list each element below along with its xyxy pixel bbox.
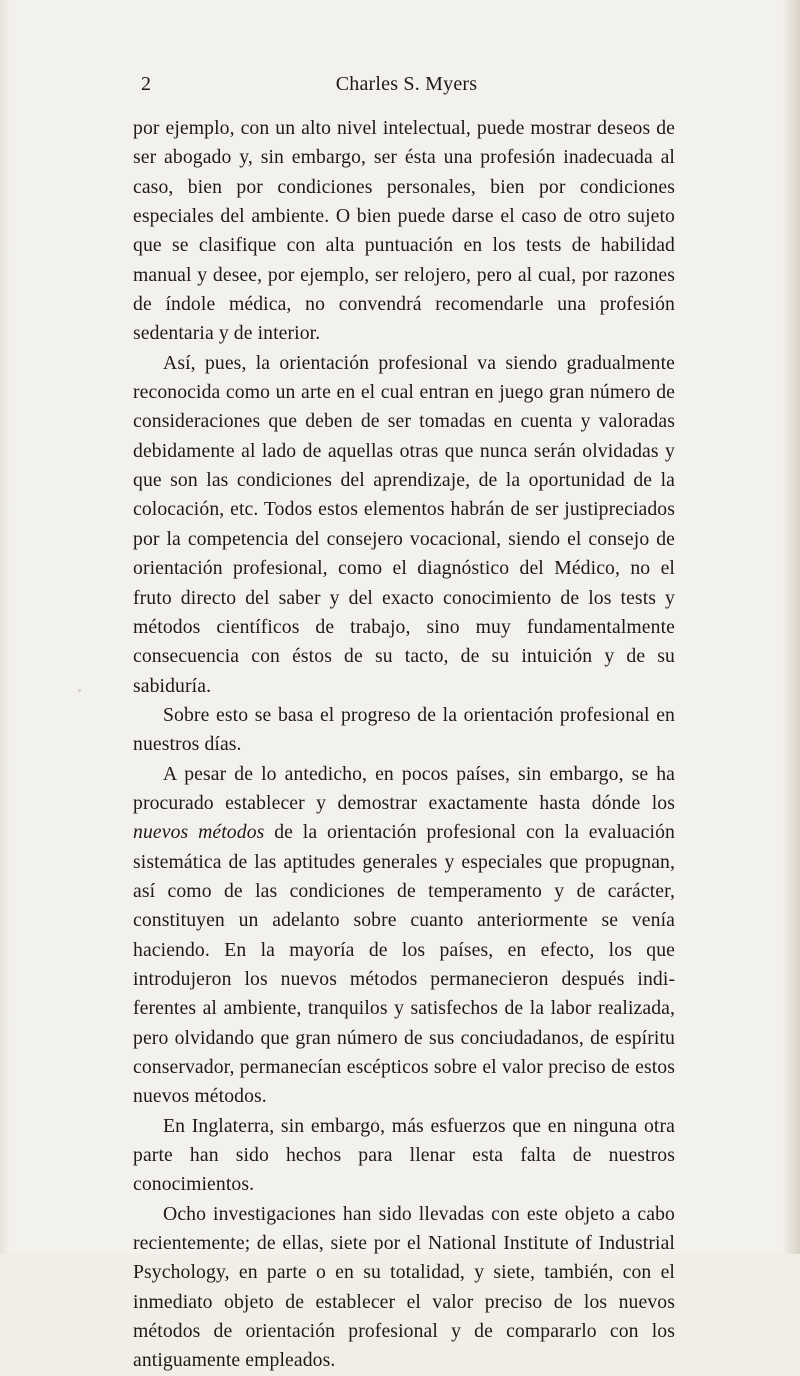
paragraph-4-italic-phrase: nuevos métodos [133, 821, 265, 844]
paper-speckle-right [638, 807, 640, 809]
paragraph-2: Así, pues, la orientación profesional va siendo gradualmente reconocida como un arte en el cual entran en juego gran número de consideraciones que deben de ser tomadas en cuenta y valoradas debidamente al lado de aquellas otras que nunca serán olvidadas y que son las condiciones del aprendizaje, de la oportunidad de la colocación, etc. Todos estos elementos habrán de ser justipreciados por la competencia del consejero vocacional, siendo el consejo de orientación profesional, como el diagnóstico del Médico, no el fruto directo del saber y del exacto conocimiento de los tests y métodos científicos de trabajo, sino muy fundamentalmente consecuencia con éstos de su tacto, de su intuición y de su sabiduría. [133, 351, 675, 697]
paragraph-6: Ocho investigaciones han sido llevadas con este objeto a cabo recientemente; de ellas, siete por el National Institute of Industrial Psychology, en parte o en su totalidad, y siete, también, con el inmediato objeto de establecer el valor preciso de los nuevos métodos de orientación profesional y de compararlo con los antiguamente empleados. [133, 1202, 675, 1372]
paragraph-3: Sobre esto se basa el progreso de la orientación profesional en nuestros días. [133, 703, 675, 756]
paragraph-1: por ejemplo, con un alto nivel intelectual, puede mostrar deseos de ser abogado y, sin embargo, ser ésta una profesión inadecuada al caso, bien por condiciones personales, bien por condiciones especiales del ambiente. O bien puede darse el caso de otro sujeto que se clasifique con alta puntuación en los tests de habilidad manual y desee, por ejemplo, ser relojero, pero al cual, por razones de índole médica, no convendrá recomendarle una profesión sedentaria y de interior. [133, 117, 675, 345]
page-body-text [133, 114, 675, 1376]
paper-speckle-left [78, 689, 81, 692]
running-head-author: Charles S. Myers [335, 73, 478, 95]
page-header [141, 68, 672, 100]
paper-speckle-bottom [374, 1120, 376, 1122]
paragraph-4-text-before: A pesar de lo antedicho, en pocos países, sin embargo, se ha procurado establecer y demostrar exactamente hasta dónde los [133, 762, 675, 814]
paragraph-4 [133, 760, 675, 1112]
paragraph-4-text-after: de la orientación profesional con la evaluación sistemática de las aptitudes generales y especiales que propugnan, así como de las condiciones de temperamento y de carácter, constituyen un adelanto sobre cuanto anteriormente se venía haciendo. En la mayoría de los países, en efecto, los que introdujeron los nuevos métodos permanecieron después indiferentes al ambiente, tranquilos y satisfechos de la labor realizada, pero olvidando que gran número de sus conciudadanos, de espíritu conservador, permanecían escépticos sobre el valor preciso de estos nuevos métodos. [133, 821, 675, 1108]
paragraph-5: En Inglaterra, sin embargo, más esfuerzos que en ninguna otra parte han sido hechos para llenar esta falta de nuestros conocimientos. [133, 1114, 675, 1196]
page-number: 2 [141, 73, 152, 95]
